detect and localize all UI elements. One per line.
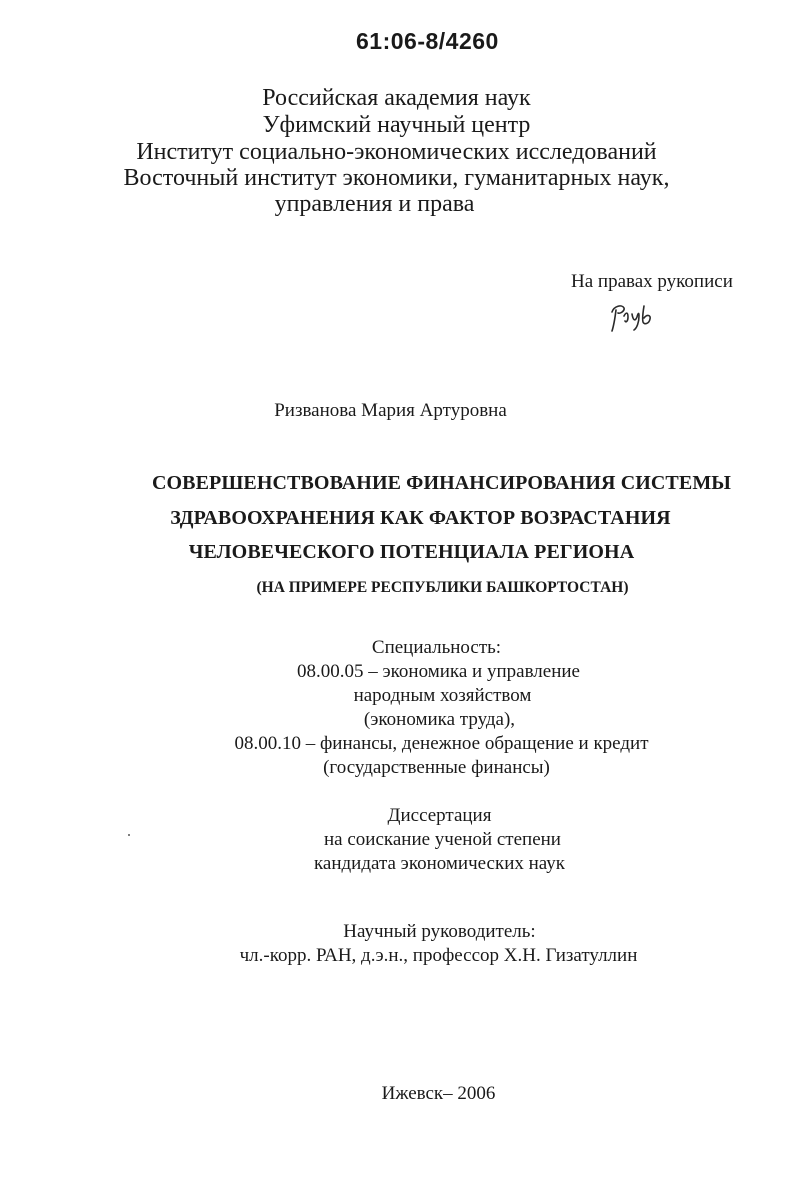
specialty-line: (экономика труда), [363, 709, 516, 730]
title-subtitle: (НА ПРИМЕРЕ РЕСПУБЛИКИ БАШКОРТОСТАН) [256, 579, 629, 596]
author-name: Ризванова Мария Артуровна [274, 400, 507, 421]
supervisor-name: чл.-корр. РАН, д.э.н., профессор Х.Н. Гизатуллин [239, 945, 638, 966]
specialty-line: 08.00.10 – финансы, денежное обращение и кредит [234, 733, 649, 754]
dissertation-line: кандидата экономических наук [313, 853, 566, 874]
institution-line: Институт социально-экономических исследований [136, 139, 657, 165]
institution-line: Восточный институт экономики, гуманитарных наук, [123, 165, 670, 191]
institution-line: Уфимский научный центр [262, 112, 531, 138]
dissertation-line: Диссертация [387, 805, 492, 826]
institution-line: Российская академия наук [262, 85, 531, 111]
supervisor-heading: Научный руководитель: [343, 921, 536, 942]
scan-speck [128, 834, 130, 836]
registry-code: 61:06-8/4260 [356, 28, 499, 54]
place-year: Ижевск– 2006 [381, 1083, 496, 1104]
title-line: СОВЕРШЕНСТВОВАНИЕ ФИНАНСИРОВАНИЯ СИСТЕМЫ [151, 472, 732, 494]
title-line: ЗДРАВООХРАНЕНИЯ КАК ФАКТОР ВОЗРАСТАНИЯ [170, 507, 671, 529]
signature-icon [606, 298, 666, 334]
manuscript-note: На правах рукописи [571, 271, 733, 292]
specialty-line: 08.00.05 – экономика и управление [297, 661, 580, 682]
institution-line: управления и права [274, 191, 475, 217]
title-line: ЧЕЛОВЕЧЕСКОГО ПОТЕНЦИАЛА РЕГИОНА [188, 541, 635, 563]
specialty-line: народным хозяйством [353, 685, 532, 706]
dissertation-line: на соискание ученой степени [324, 829, 561, 850]
specialty-heading: Специальность: [371, 637, 502, 658]
specialty-line: (государственные финансы) [323, 757, 550, 778]
